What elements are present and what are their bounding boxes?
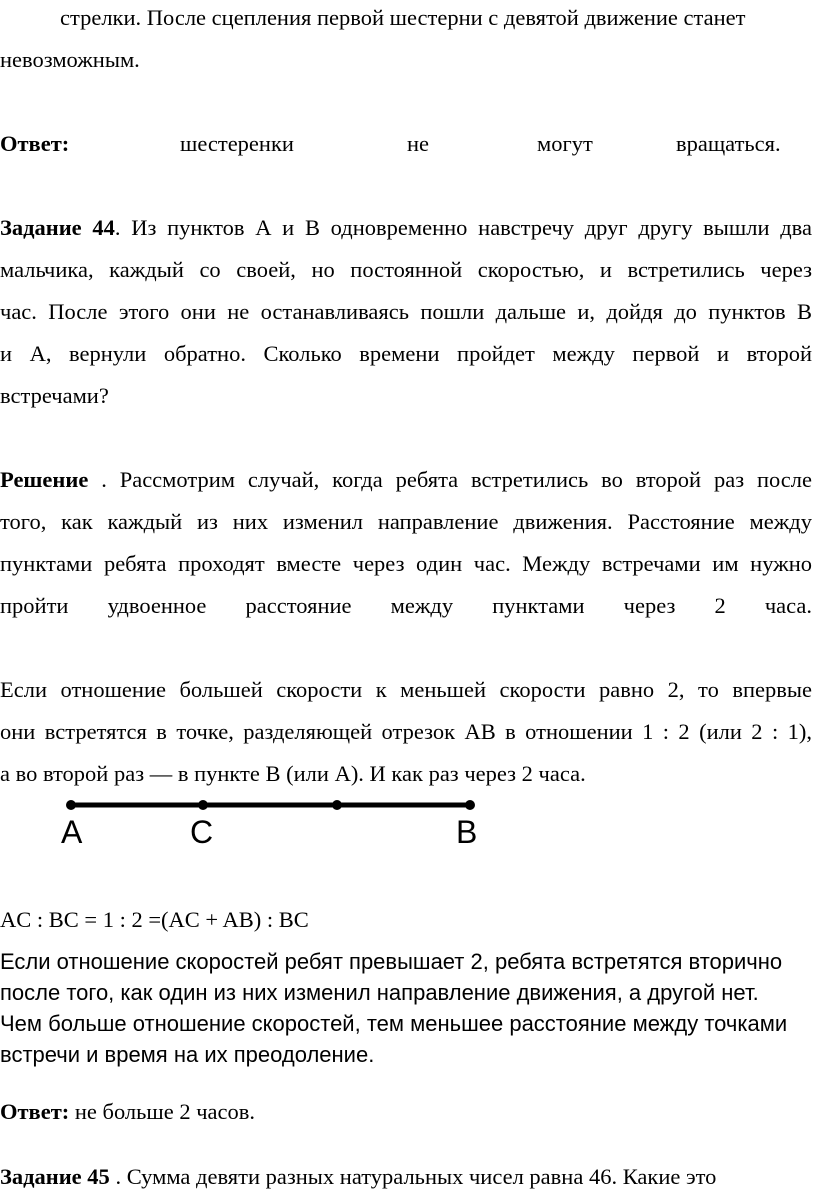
note-line-3: Чем больше отношение скоростей, тем меньшее расстояние между точками [0, 1011, 788, 1036]
solution-label: Решение [0, 467, 89, 492]
note-line-4: встречи и время на их преодоление. [0, 1042, 375, 1067]
solution-line-6: они встретятся в точке, разделяющей отрезок АВ в отношении 1 : 2 (или 2 : 1), [0, 719, 812, 744]
label-a: A [61, 814, 83, 850]
solution-line-1: Решение . Рассмотрим случай, когда ребята встретились во второй раз после [0, 467, 812, 492]
intro-line-2: невозможным. [0, 47, 140, 72]
task-44-line-3: час. После этого они не останавливаясь пошли дальше и, дойдя до пунктов В [0, 299, 812, 324]
formula-line: AC : BC = 1 : 2 =(AC + AB) : BC [0, 907, 309, 932]
answer-43-label: Ответ: [0, 131, 70, 156]
note-line-1: Если отношение скоростей ребят превышает 2, ребята встретятся вторично [0, 949, 783, 974]
task-45-label: Задание 45 [0, 1164, 110, 1189]
answer-44-label: Ответ: [0, 1099, 70, 1124]
answer-44: Ответ: не больше 2 часов. [0, 1099, 256, 1124]
point-mid-dot [332, 800, 342, 810]
solution-line-2: того, как каждый из них изменил направление движения. Расстояние между [0, 509, 812, 534]
task-44-label: Задание 44 [0, 215, 115, 240]
task-44-line-5: встречами? [0, 383, 109, 408]
answer-43-word-1: шестеренки [180, 131, 294, 156]
segment-diagram [0, 790, 520, 860]
point-b-dot [465, 800, 475, 810]
point-c-dot [198, 800, 208, 810]
solution-line-3: пунктами ребята проходят вместе через один час. Между встречами им нужно [0, 551, 812, 576]
task-44-line-4: и А, вернули обратно. Сколько времени пройдет между первой и второй [0, 341, 812, 366]
label-b: B [456, 814, 478, 850]
answer-43-word-2: не [407, 131, 430, 156]
intro-line-1: стрелки. После сцепления первой шестерни с девятой движение станет [60, 5, 746, 30]
task-45-line-1: Задание 45 . Сумма девяти разных натуральных чисел равна 46. Какие это [0, 1164, 717, 1189]
solution-line-5: Если отношение большей скорости к меньшей скорости равно 2, то впервые [0, 677, 812, 702]
solution-line-4: пройти удвоенное расстояние между пунктами через 2 часа. [0, 593, 812, 618]
solution-line-7: а во второй раз — в пункте В (или А). И как раз через 2 часа. [0, 761, 586, 786]
answer-43-word-4: вращаться. [676, 131, 781, 156]
point-a-dot [66, 800, 76, 810]
task-44-line-1: Задание 44. Из пунктов А и В одновременно навстречу друг другу вышли два [0, 215, 812, 240]
answer-43-word-3: могут [537, 131, 593, 156]
label-c: C [190, 814, 214, 850]
task-44-line-2: мальчика, каждый со своей, но постоянной скоростью, и встретились через [0, 257, 812, 282]
note-line-2: после того, как один из них изменил направление движения, а другой нет. [0, 980, 759, 1005]
